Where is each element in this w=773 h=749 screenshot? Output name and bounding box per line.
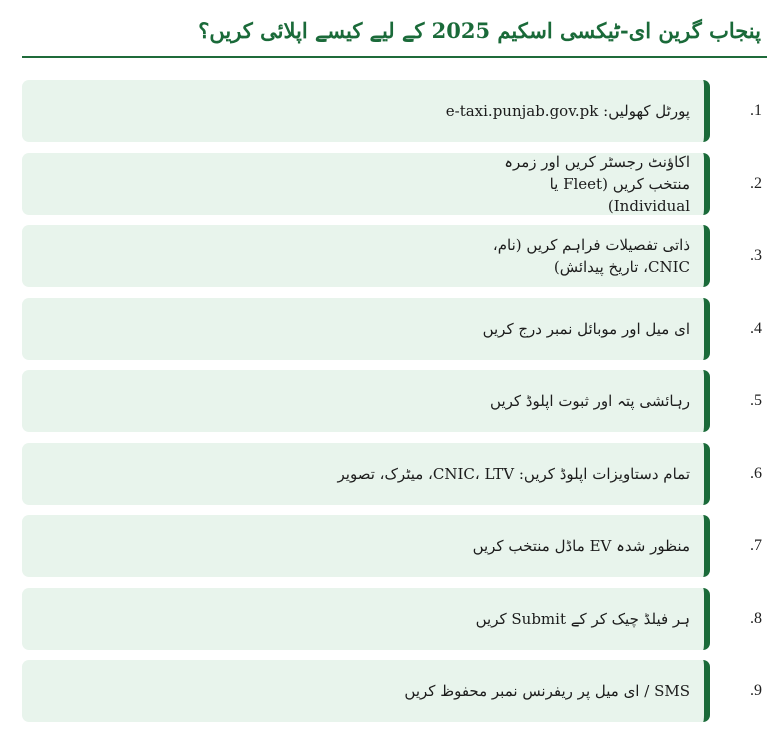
step-item — [22, 588, 772, 650]
step-card — [22, 515, 710, 577]
step-text: اکاؤنٹ رجسٹر کریں اور زمرہ منتخب کریں (Fleet یا Individual) — [504, 152, 690, 215]
step-item — [22, 153, 772, 215]
step-item — [22, 370, 772, 432]
step-number: .3 — [750, 247, 762, 264]
page-title: پنجاب گرین ای-ٹیکسی اسکیم 2025 کے لیے کیسے اپلائی کریں؟ — [198, 18, 761, 43]
step-text: رہائشی پتہ اور ثبوت اپلوڈ کریں — [490, 392, 690, 410]
step-item — [22, 515, 772, 577]
steps-list — [22, 80, 772, 733]
step-item — [22, 443, 772, 505]
step-item — [22, 80, 772, 142]
step-card — [22, 80, 710, 142]
step-number: .7 — [750, 537, 762, 554]
step-text: ہر فیلڈ چیک کر کے Submit کریں — [475, 609, 690, 628]
step-card — [22, 660, 710, 722]
step-text: منظور شدہ EV ماڈل منتخب کریں — [472, 537, 690, 555]
step-number: .4 — [750, 319, 762, 337]
step-number: .8 — [750, 609, 762, 627]
step-card — [22, 588, 710, 650]
step-card — [22, 225, 710, 287]
step-text: پورٹل کھولیں: e-taxi.punjab.gov.pk — [445, 102, 690, 120]
step-text: ای میل اور موبائل نمبر درج کریں — [482, 319, 690, 338]
step-number: .6 — [750, 464, 762, 482]
step-number: .2 — [750, 174, 762, 192]
step-text: تمام دستاویزات اپلوڈ کریں: CNIC، LTV، میٹرک، تصویر — [337, 464, 690, 483]
step-item — [22, 225, 772, 287]
step-card — [22, 370, 710, 432]
step-card — [22, 153, 710, 215]
step-number: .9 — [750, 682, 762, 699]
step-item — [22, 298, 772, 360]
step-number: .1 — [750, 102, 762, 119]
step-item — [22, 660, 772, 722]
step-number: .5 — [750, 392, 762, 409]
page-header — [22, 10, 767, 58]
step-card — [22, 443, 710, 505]
step-card — [22, 298, 710, 360]
step-text: SMS / ای میل پر ریفرنس نمبر محفوظ کریں — [404, 682, 690, 700]
step-text: ذاتی تفصیلات فراہم کریں (نام، CNIC، تاریخ پیدائش) — [492, 236, 690, 276]
